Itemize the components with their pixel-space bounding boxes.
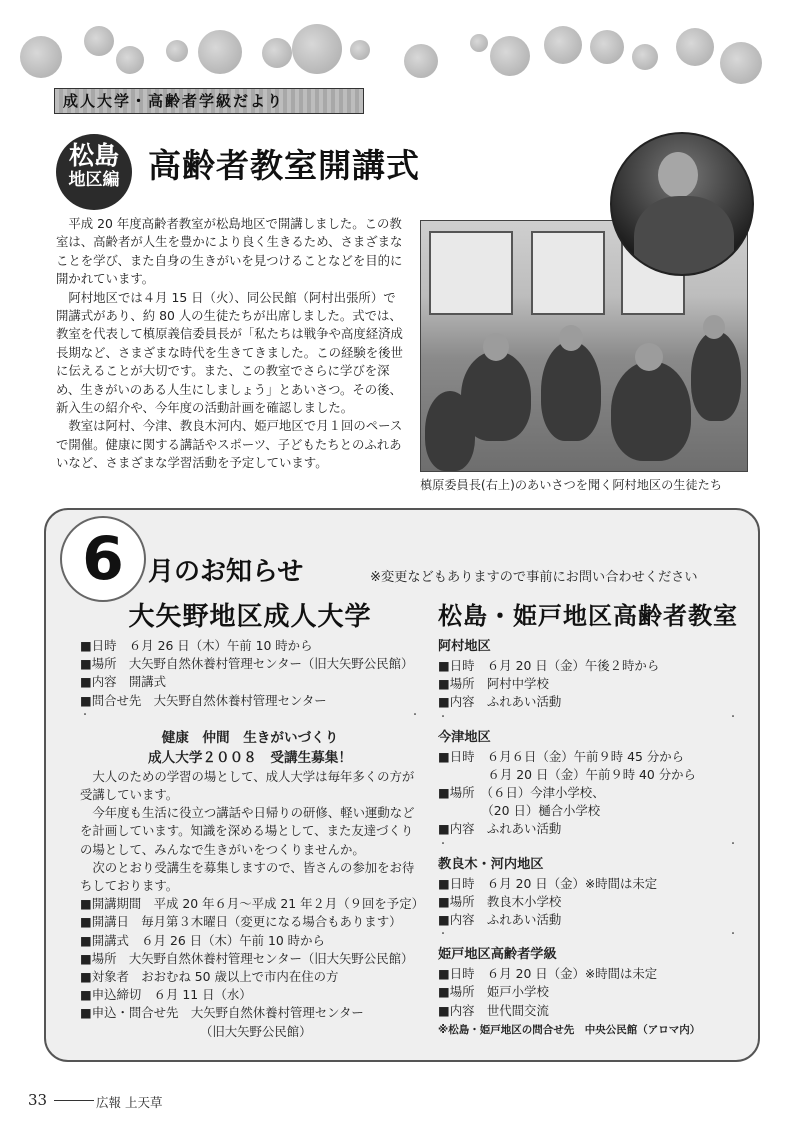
left-column (80, 596, 424, 1041)
section-heading: 教良木・河内地区 (438, 856, 544, 872)
list-item: ■場所 教良木小学校 (438, 893, 562, 909)
recruit-title-1: 健康 仲間 生きがいづくり (161, 729, 339, 746)
section-heading: 阿村地区 (438, 639, 491, 654)
article-paragraph: 阿村地区では４月 15 日（火）、同公民館（阿村出張所）で開講式があり、約 80 人の生徒たちが出席しました。式では、教室を代表して槙原義信委員長が「私たちは戦争や高度経済成長期など、さまざまな時代を生きてきました。この経験を後世に伝えることが大切です。また、この教室でさらに学びを深め、生きがいのある人生にしましょう」とあいさつ。その後、新入生の紹介や、今年度の活動計画を確認しました。 (56, 289, 403, 416)
recruit-info-list (80, 895, 424, 1041)
list-item: ■開講期間 平成 20 年６月～平成 21 年２月（９回を予定） (80, 896, 424, 912)
list-item: ■場所 大矢野自然休養村管理センター（旧大矢野公民館） (80, 656, 414, 672)
list-item: ■申込締切 ６月 11 日（水） (80, 987, 252, 1003)
list-item: ■日時 ６月 20 日（金）※時間は未定 (438, 966, 658, 982)
month-number: 6 (60, 516, 146, 602)
series-banner: 成人大学・高齢者学級だより (54, 88, 364, 114)
divider: ・ ・ (80, 709, 420, 721)
chairman-portrait (610, 132, 754, 276)
list-item: ■内容 世代間交流 (438, 1002, 549, 1018)
notice-heading: 月のお知らせ (148, 557, 304, 587)
list-item: ■開講日 毎月第３木曜日（変更になる場合もあります） (80, 914, 402, 930)
list-item: ■日時 ６月６日（金）午前９時 45 分から (438, 748, 684, 764)
divider: ・ ・ (438, 838, 738, 850)
list-item: ■日時 ６月 20 日（金）午後２時から (438, 658, 660, 673)
recruit-paragraph: 次のとおり受講生を募集しますので、皆さんの参加をお待ちしております。 (80, 859, 415, 894)
notice-note: ※変更などもありますので事前にお問い合わせください (370, 570, 698, 585)
recruit-paragraph: 今年度も生活に役立つ講話や日帰りの研修、軽い運動などを計画しています。知識を深める場として、また友達づくりの場として、みんなで生きがいをつくりませんか。 (80, 805, 415, 857)
section-list (438, 965, 738, 1020)
list-item: ■内容 ふれあい活動 (438, 821, 562, 837)
list-item: ６月 20 日（金）午前９時 40 分から (438, 766, 696, 782)
district-badge (56, 134, 132, 210)
list-item: ■問合せ先 大矢野自然休養村管理センター (80, 692, 327, 708)
list-item: ■場所 （６日）今津小学校、 (438, 785, 605, 801)
divider: ・ ・ (438, 711, 738, 723)
section-list (438, 748, 738, 839)
recruit-paragraph: 大人のための学習の場として、成人大学は毎年多くの方が受講しています。 (80, 768, 415, 803)
photo-caption: 槙原委員長(右上)のあいさつを聞く阿村地区の生徒たち (420, 478, 723, 492)
section-list (438, 657, 738, 712)
recruit-body (80, 768, 420, 895)
list-item: ■対象者 おおむね 50 歳以上で市内在住の方 (80, 969, 339, 985)
article-paragraph: 教室は阿村、今津、教良木河内、姫戸地区で月１回のペースで開催。健康に関する講話やスポーツ、子どもたちとのふれあいなど、さまざまな学習活動を予定しています。 (56, 418, 403, 471)
list-item: ■申込・問合せ先 大矢野自然休養村管理センター (80, 1005, 364, 1021)
badge-line1: 松島 (68, 141, 119, 170)
section-heading: 今津地区 (438, 729, 491, 745)
divider: ・ ・ (438, 929, 738, 941)
right-column-title: 松島・姫戸地区高齢者教室 (438, 602, 738, 630)
list-item: ■場所 大矢野自然休養村管理センター（旧大矢野公民館） (80, 950, 414, 966)
footer-rule (54, 1100, 94, 1101)
right-column (438, 596, 738, 1037)
publication-name: 広報 上天草 (96, 1095, 163, 1110)
list-item: ■日時 ６月 20 日（金）※時間は未定 (438, 875, 658, 891)
left-column-title: 大矢野地区成人大学 (128, 602, 372, 632)
section-heading: 姫戸地区高齢者学級 (438, 947, 557, 963)
list-item: ■場所 姫戸小学校 (438, 984, 549, 1000)
contact-note: ※松島・姫戸地区の問合せ先 中央公民館（アロマ内） (438, 1023, 701, 1036)
list-item: （旧大矢野公民館） (200, 1023, 312, 1039)
list-item: ■場所 阿村中学校 (438, 676, 549, 692)
list-item: ■内容 ふれあい活動 (438, 694, 562, 710)
list-item: ■開講式 ６月 26 日（木）午前 10 時から (80, 932, 325, 948)
section-list (438, 875, 738, 930)
list-item: ■内容 ふれあい活動 (438, 912, 562, 928)
article-body (56, 215, 404, 473)
article-paragraph: 平成 20 年度高齢者教室が松島地区で開講しました。この教室は、高齢者が人生を豊かにより良く生きるため、さまざまなことを学び、また自身の生きがいを見つけることなどを目的に開かれています。 (56, 216, 403, 287)
left-info-list (80, 637, 420, 710)
article-title: 高齢者教室開講式 (148, 146, 420, 185)
page-number: 33 (28, 1091, 48, 1109)
recruit-title-2: 成人大学２００８ 受講生募集！ (148, 749, 352, 766)
badge-line2: 地区編 (68, 170, 120, 190)
list-item: ■日時 ６月 26 日（木）午前 10 時から (80, 638, 313, 653)
list-item: ■内容 開講式 (80, 674, 167, 690)
list-item: （20 日）樋合小学校 (438, 803, 601, 819)
